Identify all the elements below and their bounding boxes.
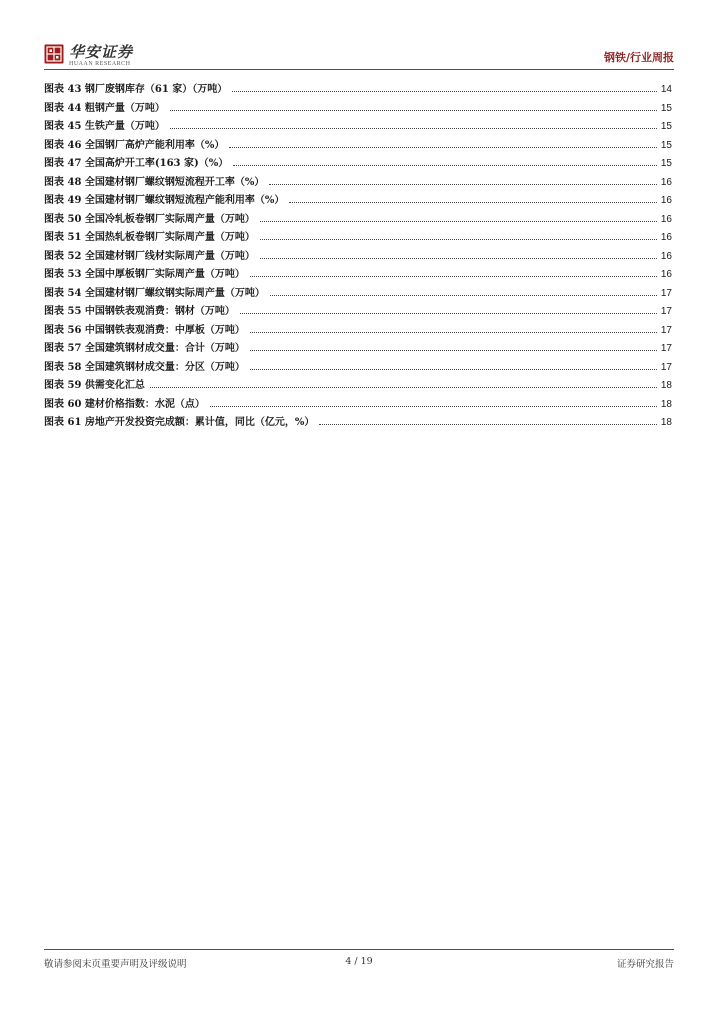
toc-entry[interactable] <box>44 80 672 99</box>
toc-entry[interactable] <box>44 413 672 432</box>
toc-leader-dots <box>170 109 657 111</box>
toc-entry-label: 图表 49 全国建材钢厂螺纹钢短流程产能利用率（%） <box>44 195 285 206</box>
toc-entry-page: 15 <box>660 121 672 132</box>
toc-entry[interactable] <box>44 395 672 414</box>
toc-entry-page: 16 <box>660 250 672 262</box>
toc-entry-label: 图表 57 全国建筑钢材成交量：合计（万吨） <box>44 343 245 354</box>
toc-entry-label: 图表 45 生铁产量（万吨） <box>44 121 165 132</box>
logo-english-name: HUAAN RESEARCH <box>69 61 131 67</box>
toc-entry-page: 15 <box>660 139 672 151</box>
toc-entry-page: 17 <box>660 343 672 354</box>
toc-entry[interactable] <box>44 154 672 173</box>
toc-entry-label: 图表 50 全国冷轧板卷钢厂实际周产量（万吨） <box>44 213 255 225</box>
toc-entry[interactable] <box>44 302 672 321</box>
toc-entry[interactable] <box>44 191 672 210</box>
toc-entry[interactable] <box>44 265 672 284</box>
report-section-title: 钢铁/行业周报 <box>603 51 674 64</box>
toc-entry-page: 16 <box>660 232 672 243</box>
toc-entry-label: 图表 61 房地产开发投资完成额：累计值，同比（亿元，%） <box>44 417 315 428</box>
toc-leader-dots <box>270 294 657 296</box>
page-number: 4 / 19 <box>345 956 373 967</box>
toc-leader-dots <box>260 220 657 222</box>
toc-entry[interactable] <box>44 173 672 192</box>
company-logo <box>44 44 133 68</box>
toc-entry-label: 图表 60 建材价格指数：水泥（点） <box>44 398 205 410</box>
toc-entry-page: 17 <box>660 287 672 299</box>
toc-entry[interactable] <box>44 247 672 266</box>
toc-entry-label: 图表 46 全国钢厂高炉产能利用率（%） <box>44 139 225 151</box>
toc-leader-dots <box>250 275 657 277</box>
toc-entry-page: 18 <box>660 380 672 391</box>
toc-entry-label: 图表 51 全国热轧板卷钢厂实际周产量（万吨） <box>44 232 255 243</box>
header-divider <box>44 69 674 70</box>
toc-leader-dots <box>229 146 656 148</box>
toc-entry-page: 14 <box>660 84 672 95</box>
toc-entry-page: 16 <box>660 195 672 206</box>
logo-chinese-name: 华安证券 <box>69 43 134 61</box>
toc-entry-page: 15 <box>660 102 672 114</box>
toc-entry[interactable] <box>44 376 672 395</box>
toc-entry-label: 图表 52 全国建材钢厂线材实际周产量（万吨） <box>44 250 255 262</box>
toc-leader-dots <box>170 127 657 129</box>
toc-entry-page: 16 <box>660 176 672 188</box>
toc-entry-label: 图表 43 钢厂废钢库存（61 家）（万吨） <box>44 84 228 95</box>
toc-leader-dots <box>250 368 657 370</box>
toc-entry-page: 17 <box>660 324 672 336</box>
toc-leader-dots <box>289 201 656 203</box>
toc-leader-dots <box>240 312 657 314</box>
toc-leader-dots <box>232 90 657 92</box>
toc-entry-page: 18 <box>660 417 672 428</box>
toc-leader-dots <box>150 386 657 388</box>
toc-leader-dots <box>260 238 657 240</box>
toc-leader-dots <box>269 183 656 185</box>
toc-entry-label: 图表 55 中国钢铁表观消费：钢材（万吨） <box>44 306 235 317</box>
logo-seal-icon <box>44 44 64 64</box>
toc-entry-label: 图表 54 全国建材钢厂螺纹钢实际周产量（万吨） <box>44 287 265 299</box>
toc-entry[interactable] <box>44 228 672 247</box>
toc-entry-page: 16 <box>660 269 672 280</box>
toc-entry-page: 18 <box>660 398 672 410</box>
footer-doc-type: 证券研究报告 <box>616 959 674 970</box>
toc-leader-dots <box>210 405 657 407</box>
toc-leader-dots <box>250 349 657 351</box>
toc-entry-label: 图表 48 全国建材钢厂螺纹钢短流程开工率（%） <box>44 176 265 188</box>
toc-entry[interactable] <box>44 321 672 340</box>
toc-leader-dots <box>319 423 656 425</box>
toc-entry-label: 图表 53 全国中厚板钢厂实际周产量（万吨） <box>44 269 245 280</box>
toc-leader-dots <box>250 331 657 333</box>
toc-entry[interactable] <box>44 117 672 136</box>
toc-entry-page: 16 <box>660 213 672 225</box>
toc-entry-page: 17 <box>660 361 672 373</box>
footer-divider <box>44 949 674 950</box>
toc-entry[interactable] <box>44 210 672 229</box>
footer-disclaimer: 敬请参阅末页重要声明及评级说明 <box>44 959 187 970</box>
toc-entry[interactable] <box>44 358 672 377</box>
toc-leader-dots <box>233 164 657 166</box>
toc-entry-label: 图表 47 全国高炉开工率(163 家)（%） <box>44 158 229 169</box>
toc-entry[interactable] <box>44 136 672 155</box>
toc-entry[interactable] <box>44 284 672 303</box>
figure-table-of-contents <box>44 80 672 432</box>
toc-entry-page: 15 <box>660 158 672 169</box>
toc-entry-page: 17 <box>660 306 672 317</box>
toc-leader-dots <box>260 257 657 259</box>
toc-entry-label: 图表 44 粗钢产量（万吨） <box>44 102 165 114</box>
toc-entry-label: 图表 59 供需变化汇总 <box>44 380 145 391</box>
toc-entry-label: 图表 58 全国建筑钢材成交量：分区（万吨） <box>44 361 245 373</box>
toc-entry[interactable] <box>44 339 672 358</box>
toc-entry[interactable] <box>44 99 672 118</box>
toc-entry-label: 图表 56 中国钢铁表观消费：中厚板（万吨） <box>44 324 245 336</box>
page-header <box>44 40 674 70</box>
